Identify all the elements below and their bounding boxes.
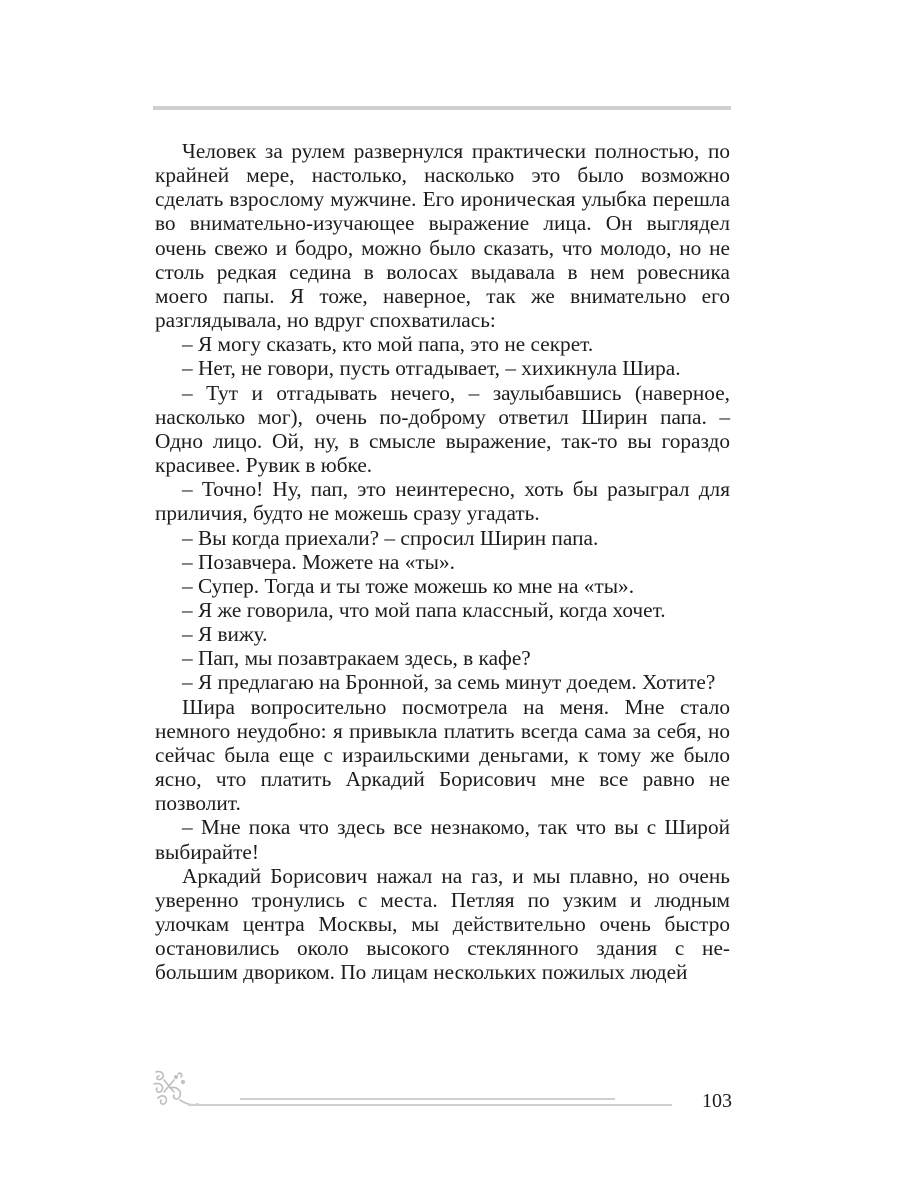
dialogue-line: – Я вижу. <box>182 622 268 647</box>
footer-rule <box>240 1098 615 1100</box>
dialogue-line: – Пап, мы позавтракаем здесь, в кафе? <box>182 646 531 671</box>
page-body-text <box>155 139 730 984</box>
dialogue-line: – Я могу сказать, кто мой папа, это не секрет. <box>182 332 594 357</box>
page-number: 103 <box>702 1090 732 1112</box>
header-rule <box>153 106 731 110</box>
paragraph: Человек за рулем развернулся практически полностью, по крайней мере, настолько, насколько это было возможно сделать взрослому мужчине. Его ироническая улыбка перешла во внимательно-изучающее выражение лица. Он выглядел очень свежо и бодро, можно было сказать, что молодо, но не столь редкая седина в волосах выдавала в нем ровесника моего папы. Я тоже, наверное, так же внимательно его разглядывала, но вдруг спохватилась: <box>155 139 730 333</box>
dialogue-line: – Вы когда приехали? – спросил Ширин папа. <box>182 525 599 550</box>
dialogue-line: – Нет, не говори, пусть отгадывает, – хихикнула Шира. <box>182 356 681 381</box>
dialogue-line: – Я же говорила, что мой папа классный, когда хочет. <box>182 597 666 622</box>
dialogue-line: – Точно! Ну, пап, это неинтересно, хоть бы разыграл для приличия, будто не можешь сразу угадать. <box>155 477 730 526</box>
footer-rule <box>188 1104 672 1106</box>
dialogue-line: – Супер. Тогда и ты тоже можешь ко мне на «ты». <box>182 573 635 598</box>
paragraph: Аркадий Борисович нажал на газ, и мы плавно, но очень уверенно тронулись с места. Петляя по узким и людным улочкам центра Москвы, мы действительно очень быстро остановились около высокого стеклянного здания с небольшим двориком. По лицам нескольких пожилых людей <box>155 863 730 985</box>
paragraph: Шира вопросительно посмотрела на меня. Мне стало немного неудобно: я привыкла платить всегда сама за себя, но сейчас была еще с израильскими деньгами, к тому же было ясно, что платить Аркадий Борисович мне все равно не позволит. <box>155 694 730 816</box>
dialogue-line: – Позавчера. Можете на «ты». <box>182 549 455 574</box>
dialogue-line: – Мне пока что здесь все незнакомо, так что вы с Широй выбирайте! <box>155 815 730 864</box>
dialogue-line: – Тут и отгадывать нечего, – заулыбавшись (наверное, насколько мог), очень по-доброму ответил Ширин папа. – Одно лицо. Ой, ну, в смысле выражение, так-то вы гораздо красивее. Рувик в юбке. <box>155 380 730 478</box>
dialogue-line: – Я предлагаю на Бронной, за семь минут доедем. Хотите? <box>182 670 716 695</box>
